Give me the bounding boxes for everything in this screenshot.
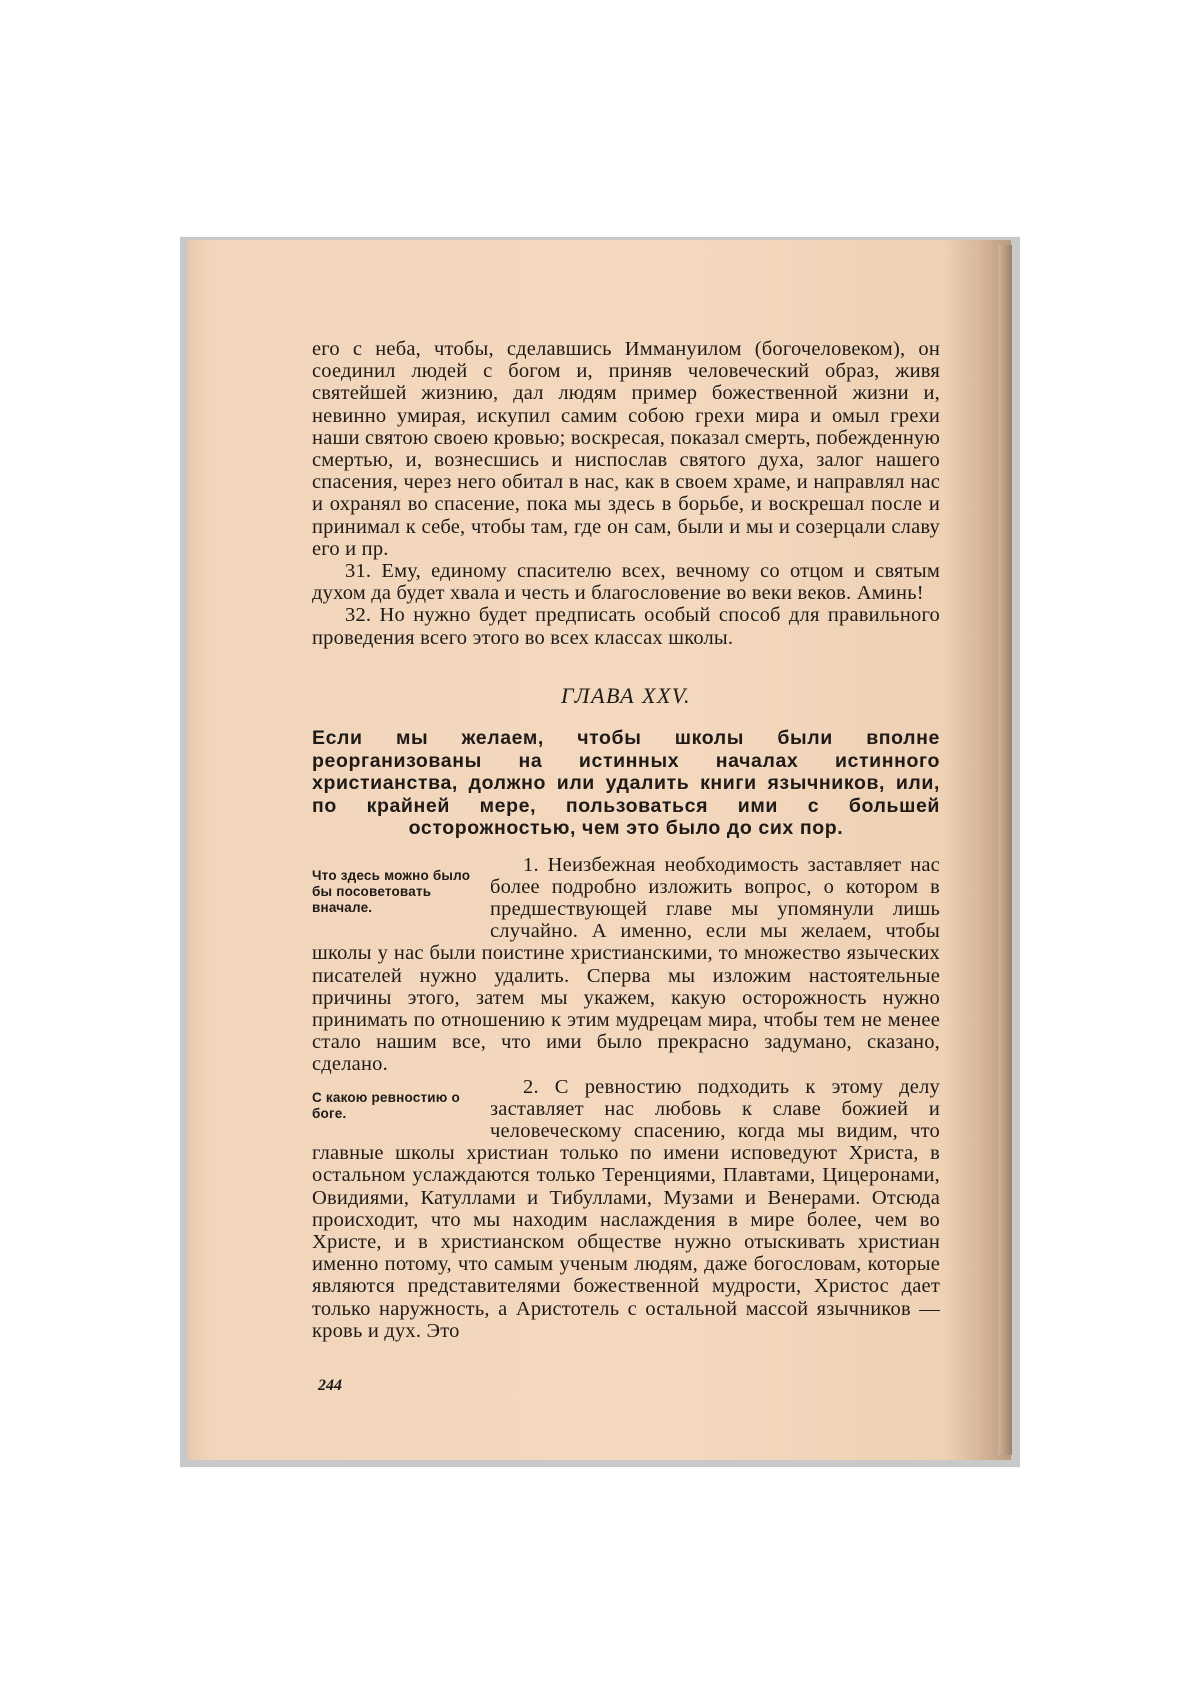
continuation-paragraph: его с неба, чтобы, сделавшись Иммануилом (богочеловеком), он соединил людей с богом и, приняв человеческий образ, живя святейшей жизнию, дал людям пример божественной жизни и, невинно умирая, искупил самим собою грехи мира и омыл грехи наши святою своею кровью; воскресая, показал смерть, побежденную смертью, и, вознесшись и ниспослав святого духа, залог нашего спасения, через него обитал в нас, как в своем храме, и направлял нас и охранял во спасение, пока мы здесь в борьбе, и воскрешал после и принимал к себе, чтобы там, где он сам, были и мы и созерцали славу его и пр.	[312, 338, 940, 560]
paragraph-32: 32. Но нужно будет предписать особый способ для правильного проведения всего этого во всех классах школы.	[312, 604, 940, 649]
margin-note-1: Что здесь можно было бы посоветовать вначале.	[312, 867, 471, 915]
chapter-subtitle: Если мы желаем, чтобы школы были вполне реорганизованы на истинных началах истинного христианства, должно или удалить книги язычников, или, по крайней мере, пользоваться ими с большей осторожностью, чем это было до сих пор.	[312, 727, 940, 840]
page-number: 244	[318, 1377, 342, 1394]
page-text	[312, 338, 940, 1342]
paragraph-1: 1. Неизбежная необходимость заставляет нас более подробно изложить вопрос, о котором в предшествующей главе мы упомянули лишь случайно. А именно, если мы желаем, чтобы школы у нас были поистине христианскими, то множество языческих писателей нужно удалить. Сперва мы изложим настоятельные причины этого, затем мы укажем, какую осторожность нужно принимать по отношению к этим мудрецам мира, чтобы тем не менее стало нашим все, что ими было прекрасно задумано, сказано, сделано.	[312, 853, 940, 1076]
chapter-title: ГЛАВА XXV.	[560, 682, 692, 708]
page-spine-edge	[998, 245, 1012, 1455]
margin-note-2: С какою ревностию о боге.	[312, 1089, 460, 1121]
paragraph-31: 31. Ему, единому спасителю всех, вечному со отцом и святым духом да будет хвала и честь и благословение во веки веков. Аминь!	[312, 560, 940, 605]
paragraph-2: 2. С ревностию подходить к этому делу заставляет нас любовь к славе божией и человеческому спасению, когда мы видим, что главные школы христиан только по имени исповедуют Христа, в остальном услаждаются только Теренциями, Плавтами, Цицеронами, Овидиями, Катуллами и Тибуллами, Музами и Венерами. Отсюда происходит, что мы находим наслаждения в мире более, чем во Христе, и в христианском обществе нужно отыскивать христиан именно потому, что самым ученым людям, даже богословам, которые являются представителями божественной мудрости, Христос дает только наружность, а Аристотель с остальной массой язычников — кровь и дух. Это	[312, 1075, 940, 1342]
